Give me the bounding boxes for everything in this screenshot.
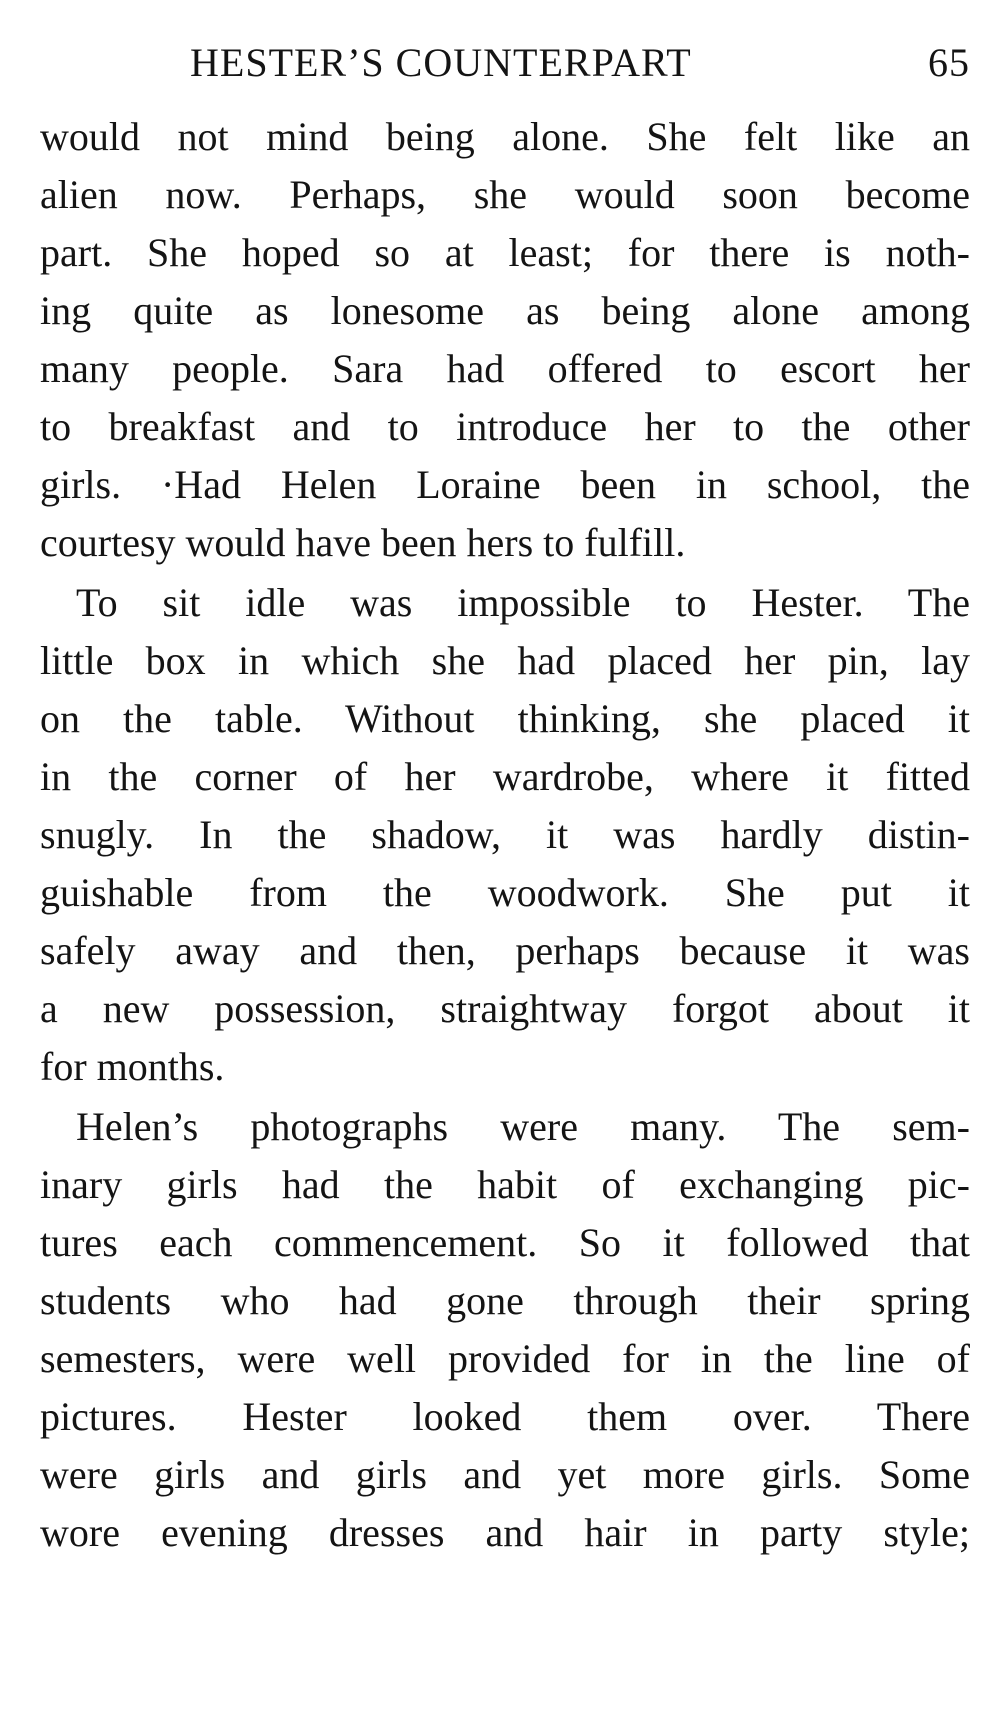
- text-line: were girls and girls and yet more girls. Some: [40, 1452, 970, 1497]
- text-line: courtesy would have been hers to fulfill.: [40, 520, 686, 565]
- text-line: part. She hoped so at least; for there is noth-: [40, 230, 970, 275]
- text-line: semesters, were well provided for in the line of: [40, 1336, 970, 1381]
- running-head: [40, 38, 970, 88]
- paragraph-1: [40, 108, 970, 572]
- text-line: on the table. Without thinking, she placed it: [40, 696, 970, 741]
- text-line: ing quite as lonesome as being alone among: [40, 288, 970, 333]
- text-line: snugly. In the shadow, it was hardly distin-: [40, 812, 970, 857]
- text-line: little box in which she had placed her pin, lay: [40, 638, 970, 683]
- text-line: tures each commencement. So it followed that: [40, 1220, 970, 1265]
- text-line: Helen’s photographs were many. The sem-: [76, 1104, 970, 1149]
- text-line: guishable from the woodwork. She put it: [40, 870, 970, 915]
- text-line: pictures. Hester looked them over. There: [40, 1394, 970, 1439]
- paragraph-2: [40, 574, 970, 1096]
- paragraph-3: [40, 1098, 970, 1562]
- body-text: [40, 108, 970, 1564]
- text-line: in the corner of her wardrobe, where it fitted: [40, 754, 970, 799]
- text-line: alien now. Perhaps, she would soon become: [40, 172, 970, 217]
- text-line: to breakfast and to introduce her to the other: [40, 404, 970, 449]
- text-line: wore evening dresses and hair in party style;: [40, 1510, 970, 1555]
- text-line: for months.: [40, 1044, 225, 1089]
- page-number: 65: [928, 40, 970, 85]
- running-title: HESTER’S COUNTERPART: [190, 40, 692, 85]
- text-line: To sit idle was impossible to Hester. The: [76, 580, 970, 625]
- text-line: inary girls had the habit of exchanging pic-: [40, 1162, 970, 1207]
- text-line: a new possession, straightway forgot about it: [40, 986, 970, 1031]
- text-line: students who had gone through their spring: [40, 1278, 970, 1323]
- text-line: would not mind being alone. She felt like an: [40, 114, 970, 159]
- text-line: safely away and then, perhaps because it was: [40, 928, 970, 973]
- text-line: many people. Sara had offered to escort her: [40, 346, 970, 391]
- text-line: girls. ·Had Helen Loraine been in school, the: [40, 462, 970, 507]
